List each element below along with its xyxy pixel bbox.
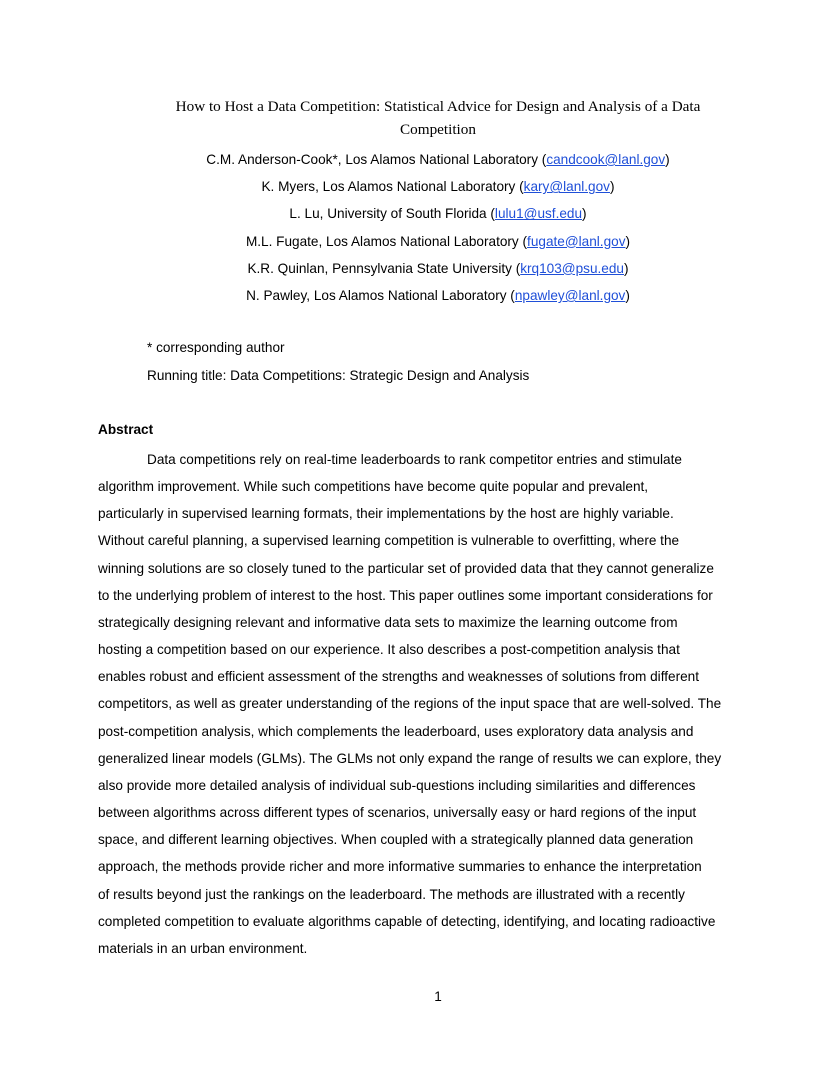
author-email-link[interactable]: kary@lanl.gov: [523, 179, 610, 195]
abstract-line: hosting a competition based on our experience. It also describes a post-competition analysis that: [98, 642, 680, 658]
paper-title: [120, 95, 756, 141]
author-line: [0, 173, 828, 200]
author-paren: ): [623, 260, 629, 276]
title-line-1: How to Host a Data Competition: Statistical Advice for Design and Analysis of a Data: [175, 98, 701, 115]
author-paren: ): [625, 233, 631, 249]
abstract-heading: Abstract: [98, 422, 154, 437]
author-affiliation: N. Pawley, Los Alamos National Laboratory (: [246, 288, 515, 304]
author-paren: ): [665, 152, 670, 167]
abstract-line: post-competition analysis, which complements the leaderboard, uses exploratory data analysis and: [98, 723, 694, 739]
abstract-line: enables robust and efficient assessment of the strengths and weaknesses of solutions from different: [98, 669, 699, 685]
abstract-line: strategically designing relevant and informative data sets to maximize the learning outcome from: [98, 614, 678, 630]
author-email-link[interactable]: krq103@psu.edu: [520, 260, 624, 276]
page-number: 1: [434, 989, 442, 1004]
author-line: [0, 282, 828, 309]
abstract-line: also provide more detailed analysis of individual sub-questions including similarities and differences: [98, 777, 696, 793]
author-affiliation: K.R. Quinlan, Pennsylvania State University (: [247, 260, 521, 276]
author-line: [0, 200, 828, 227]
abstract-line: Data competitions rely on real-time leaderboards to rank competitor entries and stimulate: [147, 452, 682, 467]
author-line: [0, 228, 828, 255]
abstract-line: of results beyond just the rankings on the leaderboard. The methods are illustrated with a recently: [98, 886, 685, 902]
abstract-line: space, and different learning objectives. When coupled with a strategically planned data generation: [98, 832, 694, 848]
author-affiliation: C.M. Anderson-Cook*, Los Alamos National Laboratory (: [206, 152, 547, 167]
author-list: [0, 146, 828, 309]
abstract-line: winning solutions are so closely tuned to the particular set of provided data that they cannot generalize: [98, 560, 714, 576]
abstract-line: materials in an urban environment.: [98, 940, 308, 956]
author-paren: ): [625, 288, 630, 304]
abstract-text: [98, 446, 738, 962]
author-email-link[interactable]: npawley@lanl.gov: [514, 288, 626, 304]
abstract-line: completed competition to evaluate algorithms capable of detecting, identifying, and locating radioactive: [98, 913, 716, 929]
author-line: [0, 255, 828, 282]
abstract-line: competitors, as well as greater understanding of the regions of the input space that are well-solved. The: [98, 696, 722, 712]
abstract-line: between algorithms across different types of scenarios, universally easy or hard regions of the input: [98, 805, 697, 821]
abstract-line: generalized linear models (GLMs). The GLMs not only expand the range of results we can explore, they: [98, 750, 722, 766]
author-paren: ): [582, 206, 587, 222]
author-email-link[interactable]: candcook@lanl.gov: [546, 152, 666, 167]
author-affiliation: K. Myers, Los Alamos National Laboratory (: [261, 179, 524, 195]
author-affiliation: M.L. Fugate, Los Alamos National Laboratory (: [245, 233, 528, 249]
abstract-line: approach, the methods provide richer and more informative summaries to enhance the interpretation: [98, 859, 702, 875]
abstract-line: Without careful planning, a supervised learning competition is vulnerable to overfitting, where the: [98, 533, 680, 549]
author-email-link[interactable]: lulu1@usf.edu: [494, 206, 583, 222]
abstract-line: to the underlying problem of interest to the host. This paper outlines some important considerations for: [98, 587, 713, 603]
author-email-link[interactable]: fugate@lanl.gov: [527, 233, 626, 249]
running-title: Running title: Data Competitions: Strategic Design and Analysis: [147, 368, 530, 383]
author-affiliation: L. Lu, University of South Florida (: [289, 206, 495, 222]
author-paren: ): [609, 179, 615, 195]
abstract-line: algorithm improvement. While such competitions have become quite popular and prevalent,: [98, 479, 649, 495]
author-line: [0, 146, 828, 173]
corresponding-author-note: * corresponding author: [147, 340, 285, 355]
title-line-2: Competition: [400, 121, 476, 138]
abstract-line: particularly in supervised learning formats, their implementations by the host are highly variable.: [98, 506, 674, 522]
